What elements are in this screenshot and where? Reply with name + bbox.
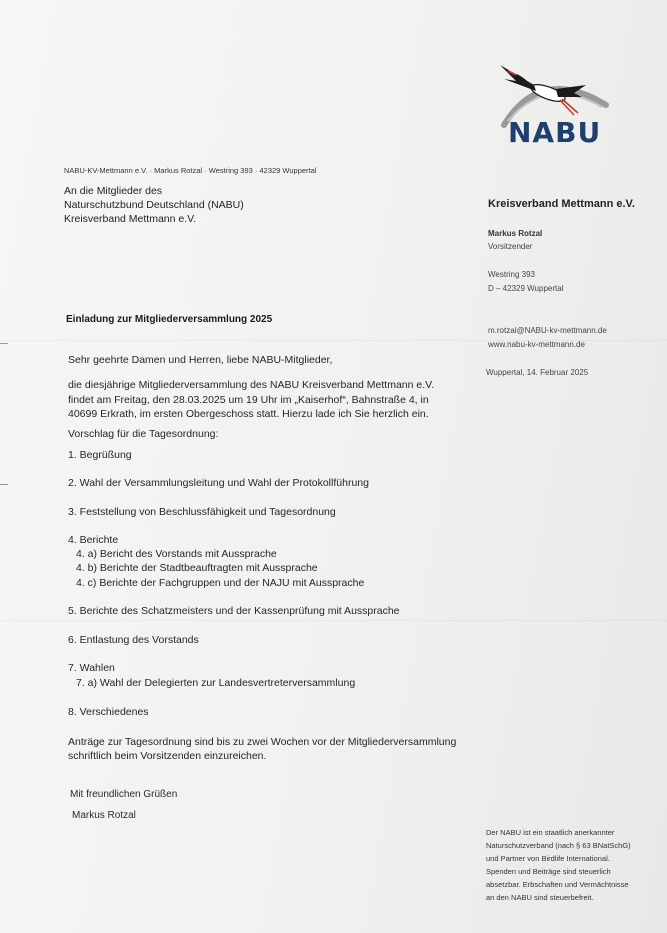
agenda-item: 8. Verschiedenes: [68, 706, 149, 718]
footnote-line: an den NABU sind steuerbefreit.: [486, 893, 594, 902]
agenda-item: 2. Wahl der Versammlungsleitung und Wahl der Protokollführung: [68, 477, 369, 489]
closing-paragraph: [68, 735, 456, 763]
agenda-item: 3. Feststellung von Beschlussfähigkeit und Tagesordnung: [68, 506, 336, 518]
subject-line: Einladung zur Mitgliederversammlung 2025: [66, 314, 273, 325]
website: www.nabu-kv-mettmann.de: [488, 340, 585, 349]
recipient-line: Naturschutzbund Deutschland (NABU): [64, 199, 244, 211]
agenda-item: 5. Berichte des Schatzmeisters und der Kassenprüfung mit Aussprache: [68, 605, 400, 617]
fold-mark: [0, 343, 8, 344]
agenda-item: 7. Wahlen: [68, 662, 115, 674]
street-address: Westring 393: [488, 270, 535, 279]
agenda-item: 1. Begrüßung: [68, 449, 132, 461]
paragraph-line: findet am Freitag, den 28.03.2025 um 19 Uhr im „Kaiserhof“, Bahnstraße 4, in: [68, 393, 429, 406]
recipient-address: [64, 184, 244, 226]
paragraph-line: die diesjährige Mitgliederversammlung des NABU Kreisverband Mettmann e.V.: [68, 379, 435, 391]
paragraph-line: 40699 Erkrath, im ersten Obergeschoss statt. Hierzu lade ich Sie herzlich ein.: [68, 408, 429, 420]
city-address: D – 42329 Wuppertal: [488, 284, 564, 293]
agenda-item: 6. Entlastung des Vorstands: [68, 634, 199, 646]
footnote-line: Spenden und Beiträge sind steuerlich: [486, 867, 611, 876]
footnote-line: absetzbar. Erbschaften und Vermächtnisse: [486, 880, 629, 889]
recipient-line: Kreisverband Mettmann e.V.: [64, 213, 197, 225]
agenda-subitem: 7. a) Wahl der Delegierten zur Landesvertreterversammlung: [76, 677, 356, 689]
fold-mark: [0, 484, 8, 485]
agenda-subitem: 4. c) Berichte der Fachgruppen und der NAJU mit Aussprache: [76, 577, 365, 589]
agenda-subitem: 4. b) Berichte der Stadtbeauftragten mit Aussprache: [76, 562, 318, 574]
invitation-paragraph: [68, 378, 434, 422]
closing-line: Anträge zur Tagesordnung sind bis zu zwei Wochen vor der Mitgliederversammlung: [68, 736, 457, 748]
nabu-logo-text: NABU: [508, 116, 602, 149]
greeting: Mit freundlichen Grüßen: [70, 789, 178, 800]
chair-role: Vorsitzender: [488, 242, 533, 251]
paper-fold: [0, 620, 667, 621]
agenda-heading: Vorschlag für die Tagesordnung:: [68, 428, 219, 440]
agenda-subitem: 4. a) Bericht des Vorstands mit Aussprache: [76, 548, 277, 560]
salutation: Sehr geehrte Damen und Herren, liebe NABU-Mitglieder,: [68, 354, 333, 366]
legal-footnote: [486, 826, 631, 904]
closing-line: schriftlich beim Vorsitzenden einzureichen.: [68, 750, 267, 762]
agenda-item: 4. Berichte: [68, 534, 119, 546]
email-address: m.rotzal@NABU-kv-mettmann.de: [488, 326, 607, 335]
footnote-line: Der NABU ist ein staatlich anerkannter: [486, 828, 615, 837]
chair-name: Markus Rotzal: [488, 229, 543, 238]
sender-line: NABU-KV-Mettmann e.V. · Markus Rotzal · Westring 393 · 42329 Wuppertal: [64, 166, 317, 175]
letter-date: Wuppertal, 14. Februar 2025: [486, 368, 589, 377]
footnote-line: Naturschutzverband (nach § 63 BNatSchG): [486, 841, 631, 850]
footnote-line: und Partner von Birdlife International.: [486, 854, 610, 863]
org-name: Kreisverband Mettmann e.V.: [488, 198, 635, 210]
signer-name: Markus Rotzal: [72, 810, 136, 821]
recipient-line: An die Mitglieder des: [64, 185, 163, 197]
